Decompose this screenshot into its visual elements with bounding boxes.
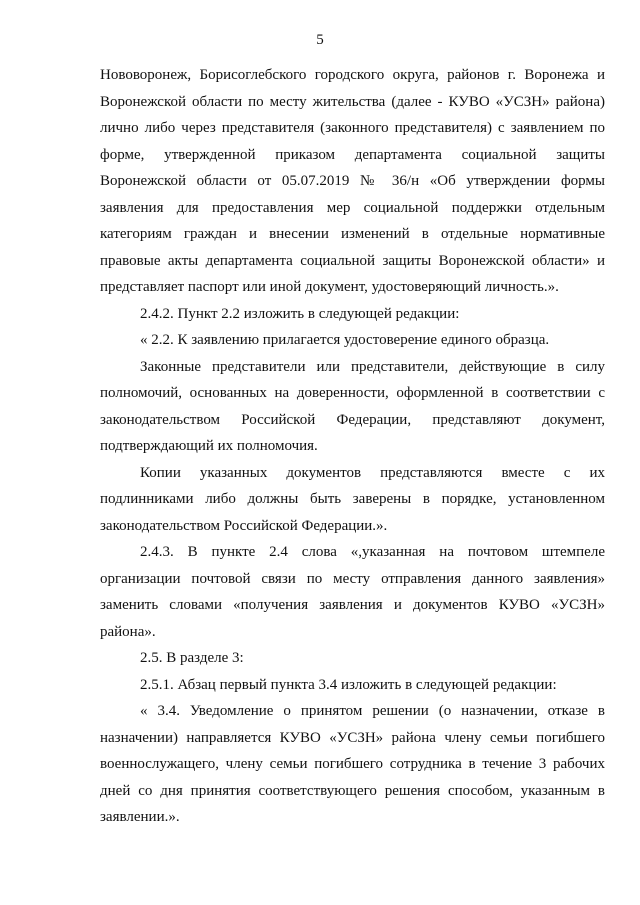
paragraph-2-5: 2.5. В разделе 3: (140, 650, 244, 666)
page-number: 5 (316, 32, 324, 48)
paragraph-3-4: « 3.4. Уведомление о принятом решении (о назначении, отказе в назначении) направляется КУВО «УСЗН» района члену семьи погибшего военнослужащего, члену семьи погибшего сотрудника в течение 3 рабочих дней со дня принятия соответствующего решения способом, указанным в заявлении.». (100, 703, 605, 825)
paragraph-2-2: « 2.2. К заявлению прилагается удостоверение единого образца. (140, 332, 550, 348)
paragraph-representatives: Законные представители или представители, действующие в силу полномочий, основанных на доверенности, оформленной в соответствии с законодательством Российской Федерации, представляют документ, подтверждающий их полномочия. (100, 358, 605, 454)
paragraph-2-4-2: 2.4.2. Пункт 2.2 изложить в следующей редакции: (140, 305, 460, 322)
paragraph-copies: Копии указанных документов представляются вместе с их подлинниками либо должны быть заверены в порядке, установленном законодательством Российской Федерации.». (100, 464, 605, 534)
paragraph-2-4-3: 2.4.3. В пункте 2.4 слова «,указанная на почтовом штемпеле организации почтовой связи по месту отправления данного заявления» заменить словами «получения заявления и документов КУВО «УСЗН» района». (100, 544, 605, 640)
document-body (100, 62, 605, 831)
paragraph-continuation: Нововоронеж, Борисоглебского городского округа, районов г. Воронежа и Воронежской области по месту жительства (далее - КУВО «УСЗН» района) лично либо через представителя (законного представителя) с заявлением по форме, утвержденной приказом департамента социальной защиты Воронежской области от 05.07.2019 № 36/н «Об утверждении формы заявления для предоставления мер социальной поддержки отдельным категориям граждан и внесении изменений в отдельные нормативные правовые акты департамента социальной защиты Воронежской области» и представляет паспорт или иной документ, удостоверяющий личность.». (100, 67, 605, 295)
paragraph-2-5-1: 2.5.1. Абзац первый пункта 3.4 изложить в следующей редакции: (140, 676, 557, 693)
